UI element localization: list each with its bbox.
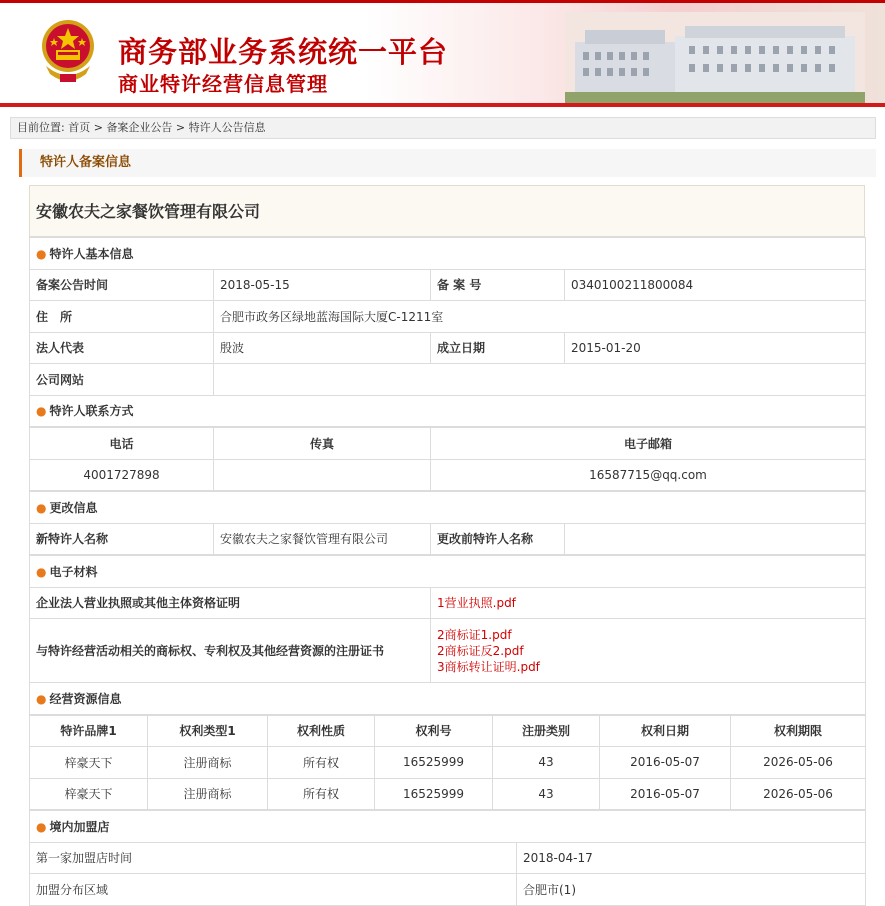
breadcrumb-separator: >: [90, 121, 107, 134]
resources-heading: ● 经营资源信息: [30, 683, 866, 715]
bullet-icon: ●: [36, 819, 47, 834]
table-row: [30, 747, 866, 779]
basic-info-heading: ● 特许人基本信息: [30, 238, 866, 270]
brand-cell: 梓豪天下: [30, 747, 148, 779]
right-term-cell: 2026-05-06: [731, 747, 866, 779]
cert-file-link[interactable]: 2商标证反2.pdf: [437, 643, 524, 658]
record-no-value: 0340100211800084: [565, 269, 866, 301]
license-file-link[interactable]: 1营业执照.pdf: [437, 595, 516, 610]
right-nature-cell: 所有权: [268, 747, 375, 779]
right-term-cell: 2026-05-06: [731, 778, 866, 810]
address-value: 合肥市政务区绿地蓝海国际大厦C-1211室: [214, 301, 866, 333]
license-label: 企业法人营业执照或其他主体资格证明: [30, 587, 431, 619]
resources-column-header: 权利期限: [731, 715, 866, 747]
right-date-cell: 2016-05-07: [600, 747, 731, 779]
stores-heading: ● 境内加盟店: [30, 811, 866, 843]
breadcrumb-announcement-link[interactable]: 备案企业公告: [106, 121, 173, 134]
cert-files: [431, 619, 866, 683]
legal-rep-value: 殷波: [214, 332, 431, 364]
site-subtitle: 商业特许经营信息管理: [118, 72, 328, 96]
founded-value: 2015-01-20: [565, 332, 866, 364]
change-info-table: [29, 491, 866, 555]
record-no-label: 备 案 号: [431, 269, 565, 301]
fax-value: [214, 459, 431, 491]
bullet-icon: ●: [36, 691, 47, 706]
announce-date-label: 备案公告时间: [30, 269, 214, 301]
basic-info-table: [29, 237, 866, 427]
right-type-cell: 注册商标: [148, 747, 268, 779]
website-value: [214, 364, 866, 396]
right-type-cell: 注册商标: [148, 778, 268, 810]
resources-column-header: 注册类别: [493, 715, 600, 747]
breadcrumb-home-link[interactable]: 首页: [68, 121, 91, 134]
resources-column-header: 权利类型1: [148, 715, 268, 747]
first-store-value: 2018-04-17: [517, 842, 866, 874]
address-label: 住 所: [30, 301, 214, 333]
breadcrumb-separator: >: [172, 121, 189, 134]
reg-class-cell: 43: [493, 747, 600, 779]
breadcrumb-prefix: 目前位置:: [17, 121, 65, 134]
brand-cell: 梓豪天下: [30, 778, 148, 810]
building-image: [565, 12, 865, 104]
resources-column-header: 特许品牌1: [30, 715, 148, 747]
company-name: 安徽农夫之家餐饮管理有限公司: [29, 185, 865, 237]
email-header: 电子邮箱: [431, 428, 866, 460]
phone-header: 电话: [30, 428, 214, 460]
resources-column-header: 权利性质: [268, 715, 375, 747]
phone-value: 4001727898: [30, 459, 214, 491]
bullet-icon: ●: [36, 564, 47, 579]
old-name-value: [565, 523, 866, 555]
breadcrumb: [10, 117, 876, 139]
change-heading: ● 更改信息: [30, 492, 866, 524]
contact-heading: ● 特许人联系方式: [30, 395, 866, 427]
region-label: 加盟分布区域: [30, 874, 517, 906]
section-title: 特许人备案信息: [19, 149, 876, 177]
right-no-cell: 16525999: [375, 778, 493, 810]
bullet-icon: ●: [36, 404, 47, 419]
table-row: [30, 778, 866, 810]
legal-rep-label: 法人代表: [30, 332, 214, 364]
bullet-icon: ●: [36, 500, 47, 515]
license-files: [431, 587, 866, 619]
materials-heading: ● 电子材料: [30, 556, 866, 588]
site-title: 商务部业务系统统一平台: [118, 35, 449, 69]
cert-file-link[interactable]: 3商标转让证明.pdf: [437, 659, 540, 674]
right-no-cell: 16525999: [375, 747, 493, 779]
right-date-cell: 2016-05-07: [600, 778, 731, 810]
header-bottom-line: [0, 103, 885, 107]
franchisor-detail: [29, 185, 865, 906]
old-name-label: 更改前特许人名称: [431, 523, 565, 555]
national-emblem-icon: [40, 16, 96, 86]
bullet-icon: ●: [36, 246, 47, 261]
new-name-label: 新特许人名称: [30, 523, 214, 555]
stores-table: [29, 810, 866, 906]
resources-column-header: 权利日期: [600, 715, 731, 747]
website-label: 公司网站: [30, 364, 214, 396]
announce-date-value: 2018-05-15: [214, 269, 431, 301]
resources-column-header: 权利号: [375, 715, 493, 747]
right-nature-cell: 所有权: [268, 778, 375, 810]
resources-table: [29, 715, 866, 811]
founded-label: 成立日期: [431, 332, 565, 364]
cert-file-link[interactable]: 2商标证1.pdf: [437, 627, 512, 642]
region-value: 合肥市(1): [517, 874, 866, 906]
fax-header: 传真: [214, 428, 431, 460]
first-store-label: 第一家加盟店时间: [30, 842, 517, 874]
site-header: [0, 0, 885, 107]
reg-class-cell: 43: [493, 778, 600, 810]
cert-label: 与特许经营活动相关的商标权、专利权及其他经营资源的注册证书: [30, 619, 431, 683]
contact-table: [29, 427, 866, 491]
breadcrumb-current: 特许人公告信息: [188, 121, 266, 134]
new-name-value: 安徽农夫之家餐饮管理有限公司: [214, 523, 431, 555]
email-value: 16587715@qq.com: [431, 459, 866, 491]
materials-table: [29, 555, 866, 715]
